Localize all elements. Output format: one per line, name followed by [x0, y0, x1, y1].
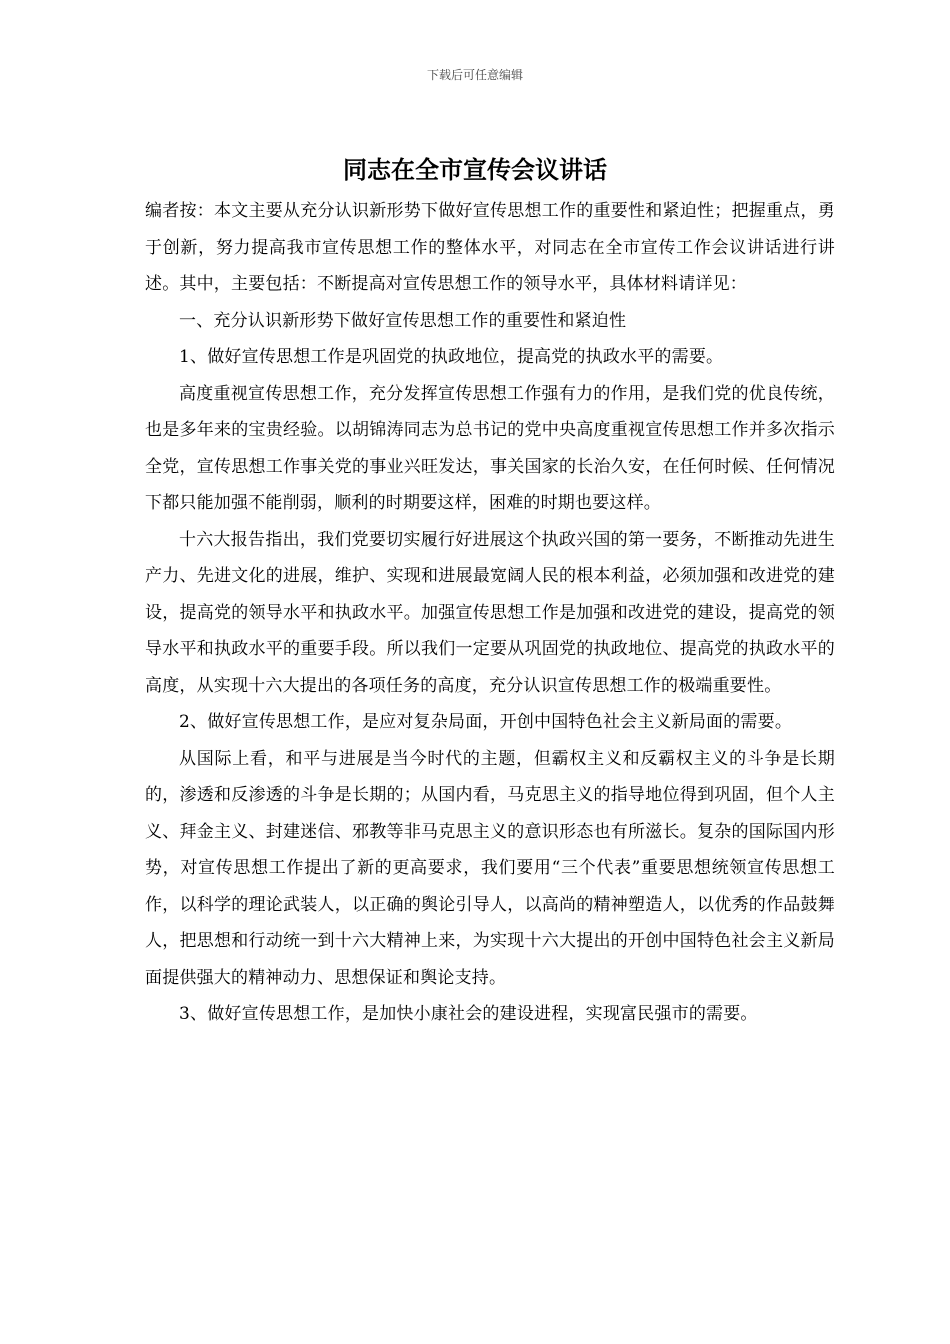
- paragraph: 十六大报告指出，我们党要切实履行好进展这个执政兴国的第一要务，不断推动先进生产力、先进文化的进展，维护、实现和进展最宽阔人民的根本利益，必须加强和改进党的建设，提高党的领导水平和执政水平。加强宣传思想工作是加强和改进党的建设，提高党的领导水平和执政水平的重要手段。所以我们一定要从巩固党的执政地位、提高党的执政水平的高度，从实现十六大提出的各项任务的高度，充分认识宣传思想工作的极端重要性。: [145, 529, 835, 696]
- paragraph-point-2: 2、做好宣传思想工作，是应对复杂局面，开创中国特色社会主义新局面的需要。: [179, 712, 793, 732]
- document-title: 同志在全市宣传会议讲话: [343, 156, 607, 184]
- paragraph-editor-note: 编者按：本文主要从充分认识新形势下做好宣传思想工作的重要性和紧迫性；把握重点，勇于创新，努力提高我市宣传思想工作的整体水平，对同志在全市宣传工作会议讲话进行讲述。其中，主要包括：不断提高对宣传思想工作的领导水平，具体材料请详见：: [145, 201, 835, 294]
- paragraph-section-heading-1: 一、充分认识新形势下做好宣传思想工作的重要性和紧迫性: [179, 310, 627, 331]
- header-note: 下载后可任意编辑: [426, 68, 523, 82]
- paragraph: 高度重视宣传思想工作，充分发挥宣传思想工作强有力的作用，是我们党的优良传统，也是多年来的宝贵经验。以胡锦涛同志为总书记的党中央高度重视宣传思想工作并多次指示全党，宣传思想工作事关党的事业兴旺发达，事关国家的长治久安，在任何时候、任何情况下都只能加强不能削弱，顺利的时期要这样，困难的时期也要这样。: [145, 383, 835, 513]
- document-body: [145, 193, 835, 1033]
- paragraph-point-3: 3、做好宣传思想工作，是加快小康社会的建设进程，实现富民强市的需要。: [179, 1004, 758, 1024]
- paragraph: 从国际上看，和平与进展是当今时代的主题，但霸权主义和反霸权主义的斗争是长期的，渗透和反渗透的斗争是长期的；从国内看，马克思主义的指导地位得到巩固，但个人主义、拜金主义、封建迷信、邪教等非马克思主义的意识形态也有所滋长。复杂的国际国内形势，对宣传思想工作提出了新的更高要求，我们要用“三个代表”重要思想统领宣传思想工作，以科学的理论武装人，以正确的舆论引导人，以高尚的精神塑造人，以优秀的作品鼓舞人，把思想和行动统一到十六大精神上来，为实现十六大提出的开创中国特色社会主义新局面提供强大的精神动力、思想保证和舆论支持。: [145, 748, 835, 988]
- paragraph-point-1: 1、做好宣传思想工作是巩固党的执政地位，提高党的执政水平的需要。: [179, 347, 724, 367]
